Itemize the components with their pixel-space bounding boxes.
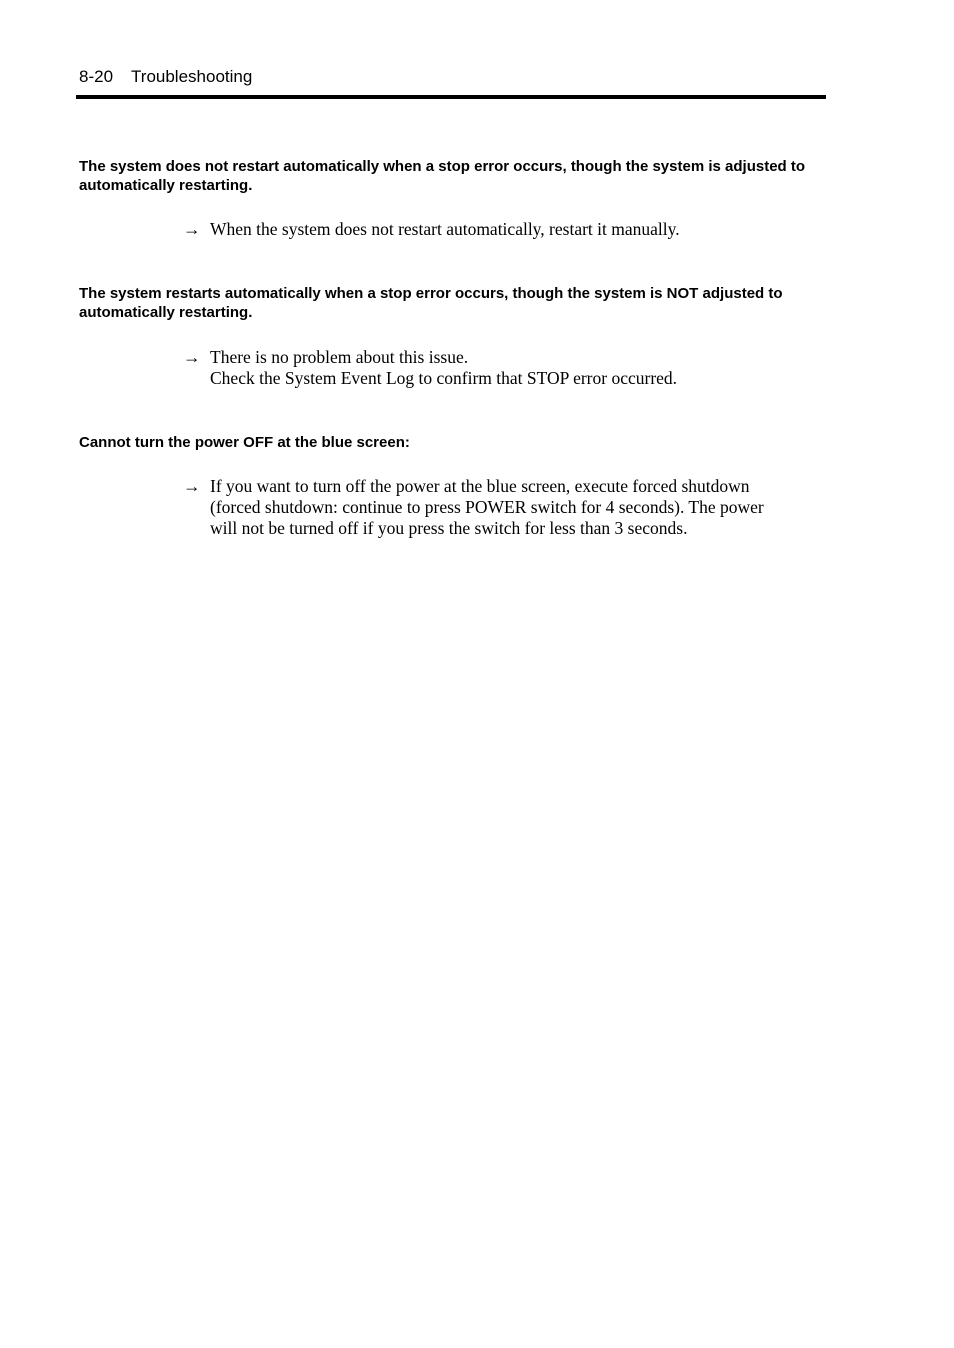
answer-line: There is no problem about this issue. [210,347,469,367]
section-title: Troubleshooting [131,67,253,86]
page-header [79,66,252,88]
answer-line: Check the System Event Log to confirm that STOP error occurred. [210,368,678,388]
issue-answer-power-off-blue-screen [183,476,813,539]
arrow-right-icon: → [183,219,201,239]
answer-line: will not be turned off if you press the switch for less than 3 seconds. [210,518,688,538]
answer-text [210,476,813,539]
issue-answer-restart-unexpected [183,347,813,389]
answer-text [210,219,813,240]
heading-line: adjusted to automatically restarting. [79,158,806,194]
arrow-right-icon: → [183,476,201,496]
heading-line: The system does not restart automatically when a stop error occurs, though the system is [79,158,721,175]
answer-line: (forced shutdown: continue to press POWER switch for 4 seconds). The power [210,497,764,517]
arrow-right-icon: → [183,347,201,367]
heading-line: adjusted to automatically restarting. [79,285,783,321]
header-rule [76,95,826,99]
issue-answer-restart-not-automatic [183,219,813,240]
heading-line: The system restarts automatically when a stop error occurs, though the system is NOT [79,285,699,302]
answer-line: When the system does not restart automatically, restart it manually. [210,219,680,239]
page-number: 8-20 [79,67,114,86]
issue-heading-power-off-blue-screen [79,433,819,452]
heading-line: Cannot turn the power OFF at the blue screen: [79,434,410,451]
issue-heading-restart-not-automatic [79,157,819,195]
issue-heading-restart-unexpected [79,284,819,322]
answer-text [210,347,813,389]
answer-line: If you want to turn off the power at the blue screen, execute forced shutdown [210,476,750,496]
